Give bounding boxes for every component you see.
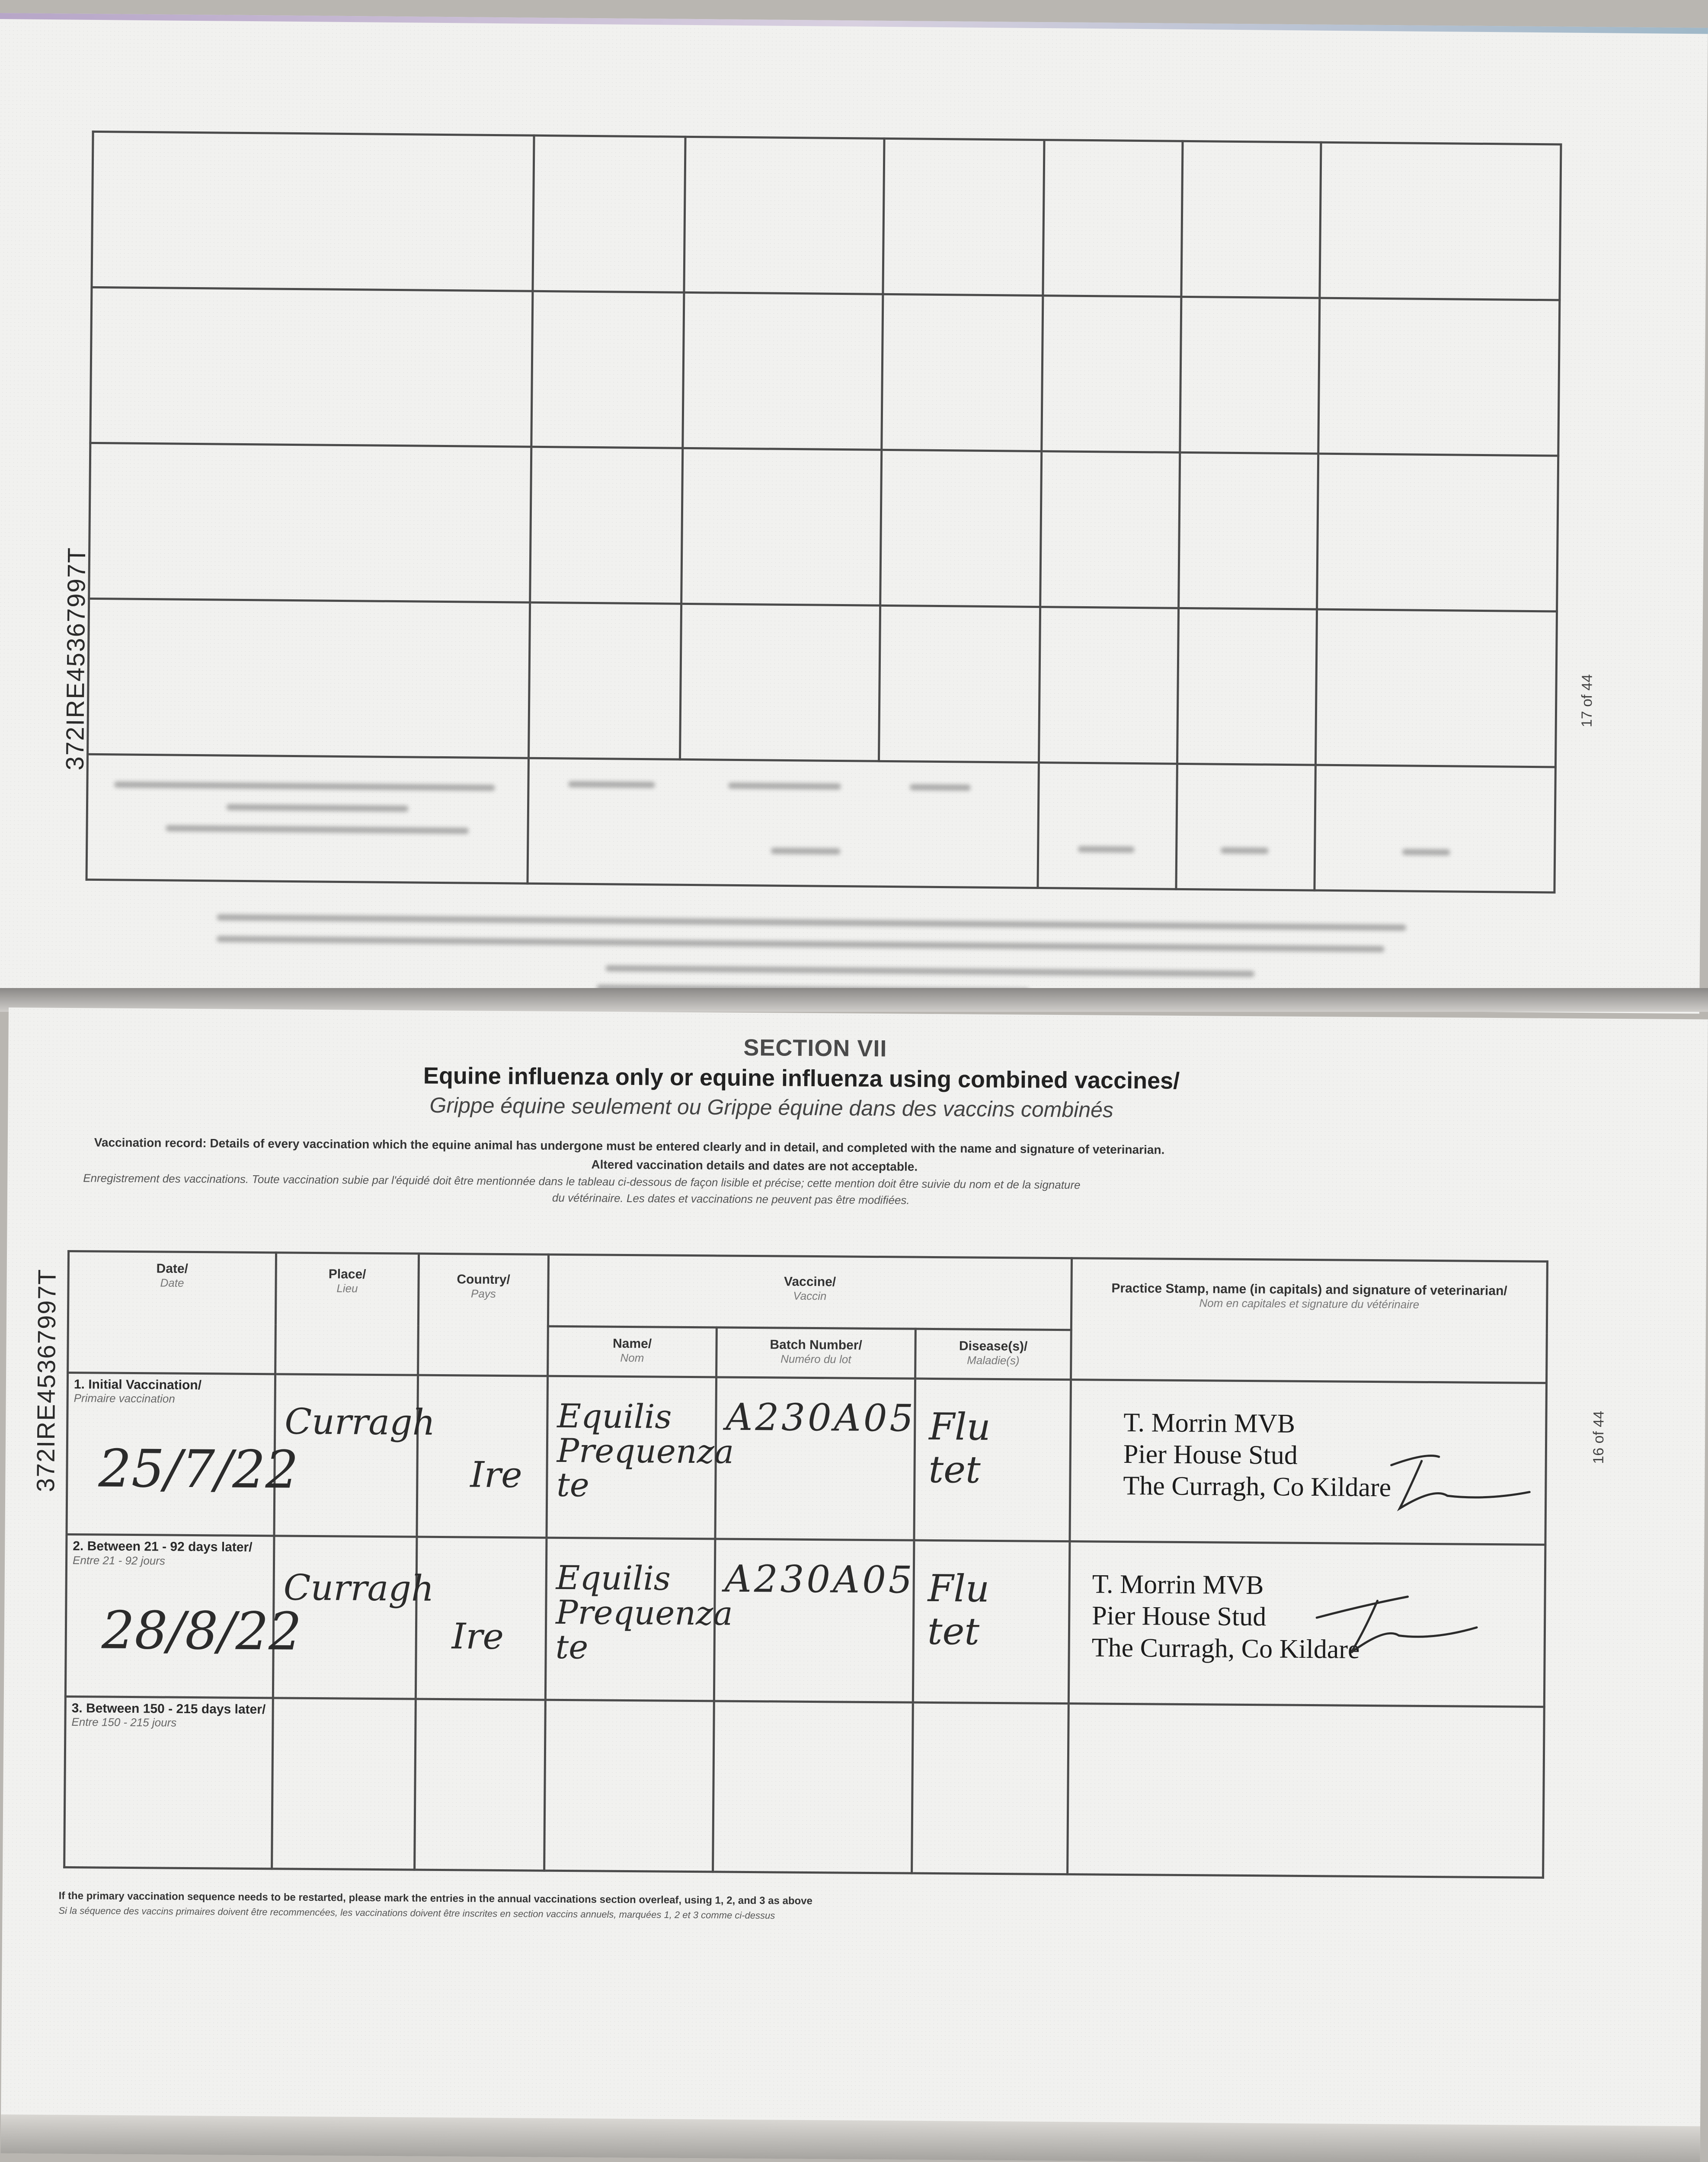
row1-vet-stamp — [1123, 1407, 1391, 1504]
table-row — [67, 1372, 1547, 1545]
header-batch-en: Batch Number/ — [770, 1337, 862, 1353]
top-page — [0, 13, 1708, 1014]
table-cell — [879, 605, 1040, 762]
table-cell — [1039, 607, 1178, 764]
table-cell — [1177, 608, 1317, 765]
header-place-fr: Lieu — [336, 1281, 358, 1295]
row1-disease-cell — [914, 1378, 1071, 1542]
table-cell — [880, 450, 1042, 607]
passport-id-bottom: 372IRE45367997T — [32, 1268, 61, 1492]
row2-place: Curragh — [283, 1567, 435, 1610]
row1-vaccine-name-cell — [547, 1376, 734, 1539]
table-cell — [681, 448, 882, 605]
table-cell — [1040, 451, 1180, 608]
blank-vaccination-table — [85, 131, 1562, 894]
row2-batch-cell — [714, 1539, 914, 1702]
row2-vaccine-name: Equilis Prequenza te — [555, 1558, 733, 1666]
row2-country: Ire — [451, 1616, 504, 1658]
header-disease-en: Disease(s)/ — [959, 1339, 1028, 1354]
table-cell — [530, 447, 683, 604]
row2-stamp-cell — [1068, 1542, 1545, 1707]
header-name-en: Name/ — [612, 1337, 652, 1351]
row1-country-cell — [417, 1375, 548, 1538]
row2-label-en: 2. Between 21 - 92 days later/ — [73, 1539, 253, 1555]
inverted-header-cell — [528, 758, 1039, 888]
table-cell — [1317, 454, 1558, 611]
inverted-header-cell — [1038, 763, 1177, 889]
table-cell — [529, 602, 681, 759]
page-number-top: 17 of 44 — [1578, 674, 1596, 728]
inverted-text-line — [606, 965, 1254, 977]
header-stamp-en: Practice Stamp, name (in capitals) and signature of veterinarian/ — [1111, 1281, 1507, 1298]
row1-label-en: 1. Initial Vaccination/ — [74, 1377, 202, 1392]
header-place-en: Place/ — [328, 1267, 366, 1282]
row2-country-cell — [416, 1537, 547, 1700]
row1-batch-cell — [715, 1377, 915, 1541]
row3-disease-cell — [912, 1702, 1069, 1874]
header-date — [68, 1251, 276, 1374]
section-title-fr: Grippe équine seulement ou Grippe équine dans des vaccins combinés — [429, 1093, 1114, 1122]
section-number: SECTION VII — [743, 1034, 887, 1062]
vaccination-table — [63, 1250, 1548, 1879]
row3-date-cell — [64, 1696, 273, 1869]
page-number-bottom: 16 of 44 — [1590, 1410, 1607, 1464]
spine-shadow — [0, 988, 1708, 1012]
inverted-header-cell — [86, 754, 528, 883]
table-cell — [1179, 452, 1318, 609]
row2-batch: A230A05 — [724, 1557, 915, 1602]
header-vaccine — [548, 1254, 1071, 1330]
row2-label-fr: Entre 21 - 92 jours — [72, 1553, 166, 1567]
row2-disease: Flu tet — [927, 1567, 990, 1653]
table-row — [64, 1696, 1545, 1877]
instructions-fr-1: Enregistrement des vaccinations. Toute vaccination subie par l'équidé doit être mentionnée dans le tableau ci-dessous de façon lisible et précise; cette mention doit être suivie du nom et de la signature — [83, 1171, 1081, 1192]
row1-disease: Flu tet — [928, 1405, 991, 1492]
row2-stamp-line-2: Pier House Stud — [1092, 1601, 1267, 1632]
header-name-fr: Nom — [620, 1351, 644, 1365]
footnote-fr: Si la séquence des vaccins primaires doivent être recommencées, les vaccinations doivent être inscrites en section vaccins annuels, marquées 1, 2 et 3 comme ci-dessus — [58, 1905, 775, 1921]
table-cell — [88, 598, 530, 758]
row1-stamp-line-1: T. Morrin MVB — [1123, 1407, 1295, 1439]
header-disease — [915, 1329, 1071, 1380]
table-cell — [1320, 142, 1561, 300]
table-cell — [883, 138, 1044, 295]
row3-batch-cell — [713, 1701, 913, 1873]
inverted-header-cell — [1315, 765, 1556, 892]
section-title-en: Equine influenza only or equine influenza using combined vaccines/ — [423, 1062, 1180, 1094]
table-cell — [90, 287, 533, 447]
inverted-text-line — [217, 936, 1384, 952]
page-bottom-edge — [0, 2114, 1700, 2162]
row1-date-cell — [67, 1372, 299, 1536]
table-cell — [882, 294, 1043, 451]
instructions-en-1: Vaccination record: Details of every vaccination which the equine animal has undergone must be entered clearly and in detail, and completed with the name and signature of veterinarian. — [94, 1135, 1165, 1157]
row1-stamp-cell — [1070, 1379, 1547, 1545]
bottom-page — [0, 1007, 1708, 2162]
row1-country: Ire — [470, 1454, 522, 1496]
table-cell — [89, 443, 531, 602]
row2-vaccine-name-cell — [545, 1538, 733, 1701]
header-batch — [716, 1327, 916, 1378]
row2-disease-cell — [913, 1540, 1070, 1703]
table-cell — [1315, 609, 1557, 767]
page-edge — [0, 13, 1708, 34]
header-country — [418, 1254, 549, 1376]
row2-place-cell — [273, 1536, 435, 1699]
header-disease-fr: Maladie(s) — [967, 1353, 1020, 1367]
header-vaccine-en: Vaccine/ — [784, 1274, 836, 1289]
row1-vaccine-name: Equilis Prequenza te — [557, 1396, 734, 1504]
row1-label-fr: Primaire vaccination — [74, 1391, 175, 1406]
row2-date-cell — [65, 1535, 302, 1698]
header-stamp-fr: Nom en capitales et signature du vétérinaire — [1199, 1296, 1420, 1311]
header-date-en: Date/ — [156, 1261, 189, 1276]
row1-stamp-line-2: Pier House Stud — [1123, 1439, 1298, 1470]
row2-signature — [1312, 1579, 1485, 1666]
instructions-fr-2: du vétérinaire. Les dates et vaccinations ne peuvent pas être modifiées. — [552, 1191, 910, 1207]
row2-stamp-line-3: The Curragh, Co Kildare — [1091, 1633, 1360, 1664]
row3-vaccine-name-cell — [544, 1700, 714, 1872]
table-cell — [92, 131, 534, 291]
inverted-text-line — [217, 914, 1406, 931]
row3-country-cell — [415, 1699, 546, 1871]
header-batch-fr: Numéro du lot — [780, 1352, 851, 1366]
table-cell — [1180, 297, 1320, 454]
header-vaccine-fr: Vaccin — [793, 1289, 827, 1302]
header-date-fr: Date — [160, 1276, 184, 1289]
table-cell — [1318, 298, 1560, 456]
header-country-en: Country/ — [457, 1272, 510, 1287]
table-cell — [684, 137, 884, 294]
row3-stamp-cell — [1068, 1703, 1545, 1877]
row2-date: 28/8/22 — [101, 1600, 302, 1663]
row1-place-cell — [274, 1374, 435, 1537]
row3-place-cell — [272, 1698, 416, 1870]
row1-stamp-line-3: The Curragh, Co Kildare — [1123, 1471, 1391, 1503]
table-cell — [1042, 296, 1181, 453]
row3-label-en: 3. Between 150 - 215 days later/ — [71, 1701, 266, 1717]
row3-label-fr: Entre 150 - 215 jours — [71, 1715, 177, 1729]
row1-place: Curragh — [284, 1401, 435, 1443]
header-name — [548, 1327, 717, 1377]
row2-stamp-line-1: T. Morrin MVB — [1092, 1569, 1264, 1600]
table-cell — [683, 292, 883, 450]
passport-id-top: 372IRE45367997T — [61, 547, 91, 771]
table-cell — [533, 135, 685, 292]
table-cell — [531, 291, 684, 448]
instructions-en-2: Altered vaccination details and dates are not acceptable. — [591, 1158, 918, 1174]
row1-signature — [1374, 1435, 1538, 1522]
footnote-en: If the primary vaccination sequence needs to be restarted, please mark the entries in the annual vaccinations section overleaf, using 1, 2, and 3 as above — [58, 1890, 812, 1907]
row1-date: 25/7/22 — [98, 1439, 299, 1500]
row1-batch: A230A05 — [726, 1395, 916, 1440]
table-cell — [1181, 141, 1321, 298]
header-country-fr: Pays — [470, 1286, 496, 1300]
table-cell — [1043, 140, 1183, 297]
inverted-header-cell — [1176, 764, 1316, 890]
table-row — [65, 1535, 1545, 1707]
header-place — [275, 1253, 419, 1375]
header-stamp — [1071, 1258, 1548, 1383]
table-cell — [680, 604, 880, 761]
